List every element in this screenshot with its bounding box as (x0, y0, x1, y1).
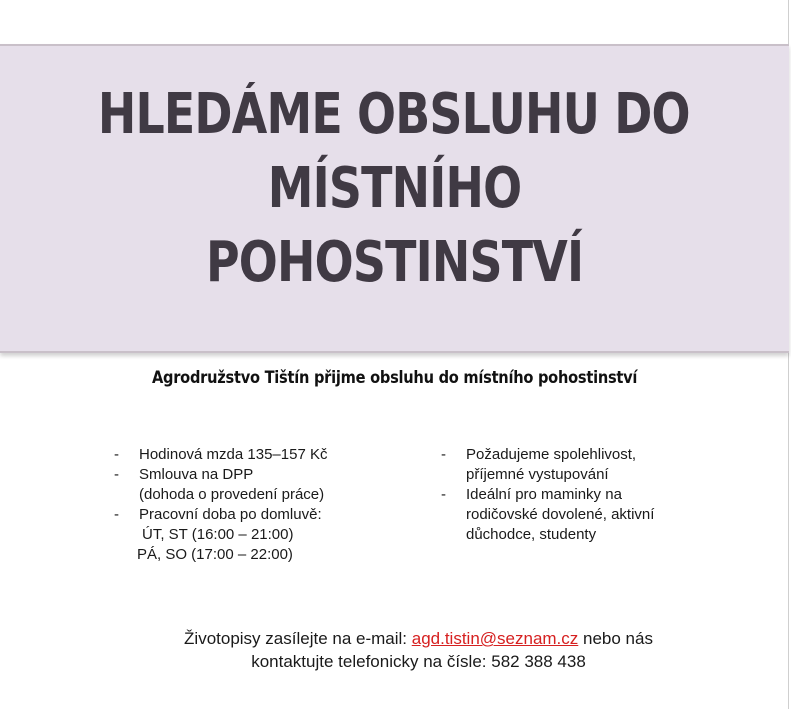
list-item-continuation: (dohoda o provedení práce) (139, 486, 325, 503)
headline-banner (0, 44, 789, 353)
list-item-continuation: ÚT, ST (16:00 – 21:00) (142, 526, 294, 543)
list-item-text: Požadujeme spolehlivost, (466, 446, 637, 463)
left-info-list (114, 445, 414, 565)
list-item-continuation: příjemné vystupování (466, 466, 609, 483)
list-item (441, 445, 741, 485)
bullet-dash: - (114, 506, 119, 523)
bullet-dash: - (441, 486, 446, 503)
contact-line-2: kontaktujte telefonicky na čísle: 582 388 438 (251, 652, 586, 671)
list-item-text: Hodinová mzda 135–157 Kč (139, 446, 328, 463)
email-link[interactable]: agd.tistin@seznam.cz (411, 629, 579, 648)
banner-title-line-3: POHOSTINSTVÍ (205, 230, 584, 295)
list-item-text: Smlouva na DPP (139, 466, 254, 483)
list-item-text: Ideální pro maminky na (466, 486, 622, 503)
list-item (441, 485, 741, 545)
bullet-dash: - (441, 446, 446, 463)
banner-title-line-2: MÍSTNÍHO (267, 156, 522, 221)
list-item-continuation: důchodce, studenty (466, 526, 597, 543)
list-item (114, 505, 414, 565)
banner-title (71, 78, 718, 300)
list-item (114, 445, 414, 465)
list-item-continuation: rodičovské dovolené, aktivní (466, 506, 655, 523)
bullet-dash: - (114, 446, 119, 463)
list-item-continuation: PÁ, SO (17:00 – 22:00) (137, 546, 293, 563)
subtitle: Agrodružstvo Tištín přijme obsluhu do místního pohostinství (151, 368, 638, 388)
banner-title-line-1: HLEDÁME OBSLUHU DO (97, 82, 690, 147)
list-item (114, 465, 414, 505)
contact-suffix: nebo nás (578, 629, 653, 648)
bullet-dash: - (114, 466, 119, 483)
list-item-text: Pracovní doba po domluvě: (139, 506, 322, 523)
contact-prefix: Životopisy zasílejte na e-mail: (184, 629, 412, 648)
contact-info (0, 627, 791, 673)
right-info-list (441, 445, 741, 545)
contact-line-1 (0, 627, 791, 650)
